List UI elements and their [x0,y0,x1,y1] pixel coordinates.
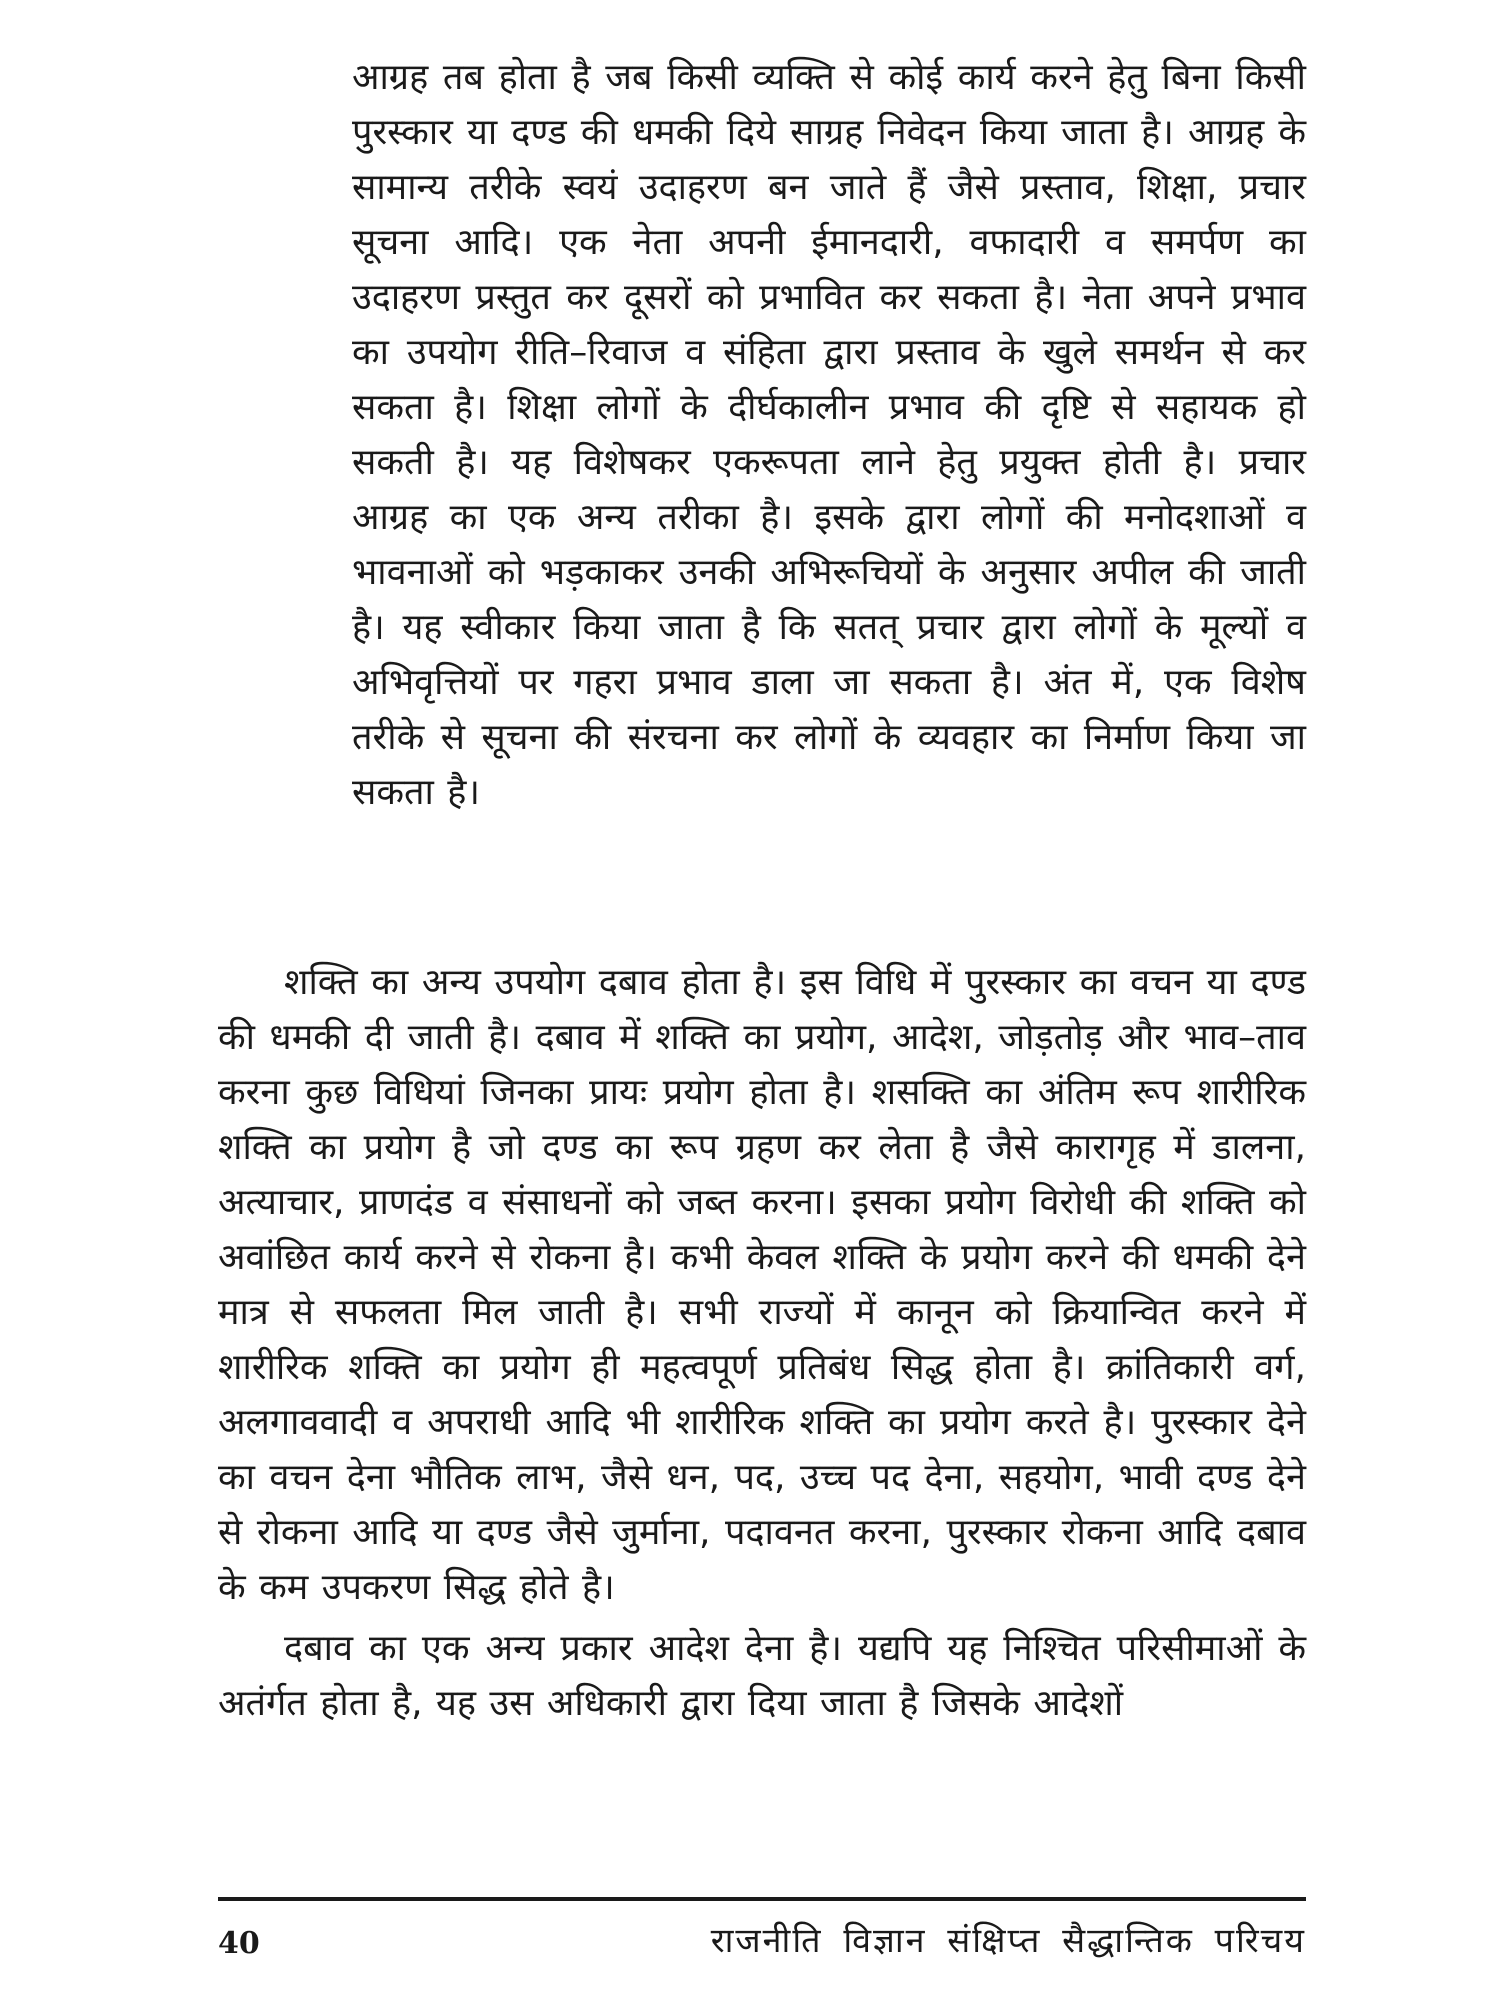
indented-text-block [352,50,1306,820]
paragraph-orders: दबाव का एक अन्य प्रकार आदेश देना है। यद्यपि यह निश्चित परिसीमाओं के अतंर्गत होता है, यह उस अधिकारी द्वारा दिया जाता है जिसके आदेशों [218,1628,1306,1724]
indented-paragraph: आग्रह तब होता है जब किसी व्यक्ति से कोई कार्य करने हेतु बिना किसी पुरस्कार या दण्ड की धमकी दिये साग्रह निवेदन किया जाता है। आग्रह के सामान्य तरीके स्वयं उदाहरण बन जाते हैं जैसे प्रस्ताव, शिक्षा, प्रचार सूचना आदि। एक नेता अपनी ईमानदारी, वफादारी व समर्पण का उदाहरण प्रस्तुत कर दूसरों को प्रभावित कर सकता है। नेता अपने प्रभाव का उपयोग रीति–रिवाज व संहिता द्वारा प्रस्ताव के खुले समर्थन से कर सकता है। शिक्षा लोगों के दीर्घकालीन प्रभाव की दृष्टि से सहायक हो सकती है। यह विशेषकर एकरूपता लाने हेतु प्रयुक्त होती है। प्रचार आग्रह का एक अन्य तरीका है। इसके द्वारा लोगों की मनोदशाओं व भावनाओं को भड़काकर उनकी अभिरूचियों के अनुसार अपील की जाती है। यह स्वीकार किया जाता है कि सतत् प्रचार द्वारा लोगों के मूल्यों व अभिवृत्तियों पर गहरा प्रभाव डाला जा सकता है। अंत में, एक विशेष तरीके से सूचना की संरचना कर लोगों के व्यवहार का निर्माण किया जा सकता है। [352,57,1306,813]
page-number: 40 [218,1926,260,1961]
paragraph-pressure: शक्ति का अन्य उपयोग दबाव होता है। इस विधि में पुरस्कार का वचन या दण्ड की धमकी दी जाती है। दबाव में शक्ति का प्रयोग, आदेश, जोड़तोड़ और भाव–ताव करना कुछ विधियां जिनका प्रायः प्रयोग होता है। शसक्ति का अंतिम रूप शारीरिक शक्ति का प्रयोग है जो दण्ड का रूप ग्रहण कर लेता है जैसे कारागृह में डालना, अत्याचार, प्राणदंड व संसाधनों को जब्त करना। इसका प्रयोग विरोधी की शक्ति को अवांछित कार्य करने से रोकना है। कभी केवल शक्ति के प्रयोग करने की धमकी देने मात्र से सफलता मिल जाती है। सभी राज्यों में कानून को क्रियान्वित करने में शारीरिक शक्ति का प्रयोग ही महत्वपूर्ण प्रतिबंध सिद्ध होता है। क्रांतिकारी वर्ग, अलगाववादी व अपराधी आदि भी शारीरिक शक्ति का प्रयोग करते है। पुरस्कार देने का वचन देना भौतिक लाभ, जैसे धन, पद, उच्च पद देना, सहयोग, भावी दण्ड देने से रोकना आदि या दण्ड जैसे जुर्माना, पदावनत करना, पुरस्कार रोकना आदि दबाव के कम उपकरण सिद्ध होते है। [218,962,1306,1608]
main-text-block [218,955,1306,1731]
footer-divider [218,1897,1306,1901]
running-title: राजनीति विज्ञान संक्षिप्त सैद्धान्तिक परिचय [710,1921,1306,1961]
